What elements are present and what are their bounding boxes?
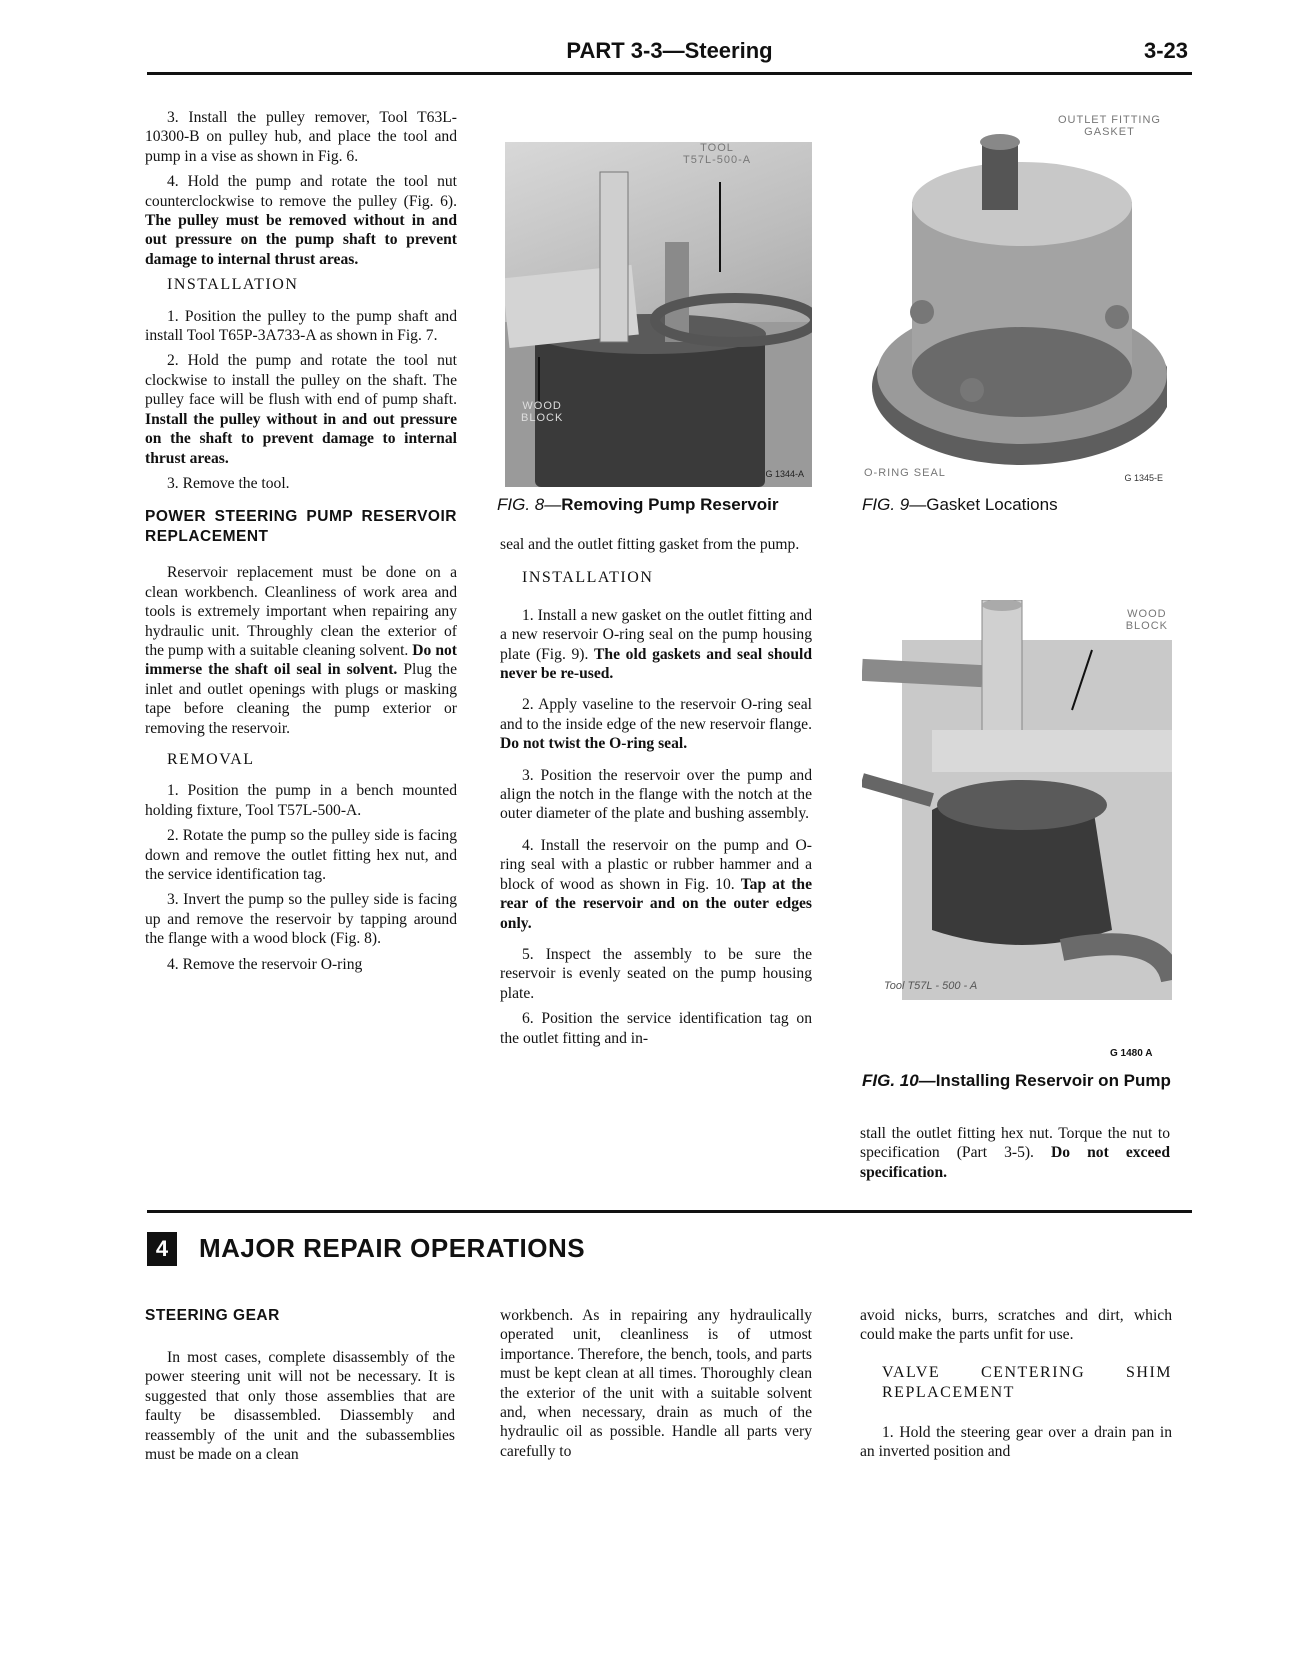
section-number-badge: 4 [147, 1232, 177, 1266]
warning-text: Tap at the rear of the reservoir and on the outer edges only. [500, 875, 812, 932]
caption-text: Gasket Locations [926, 495, 1058, 514]
label-tool: Tool T57L - 500 - A [884, 980, 978, 992]
paragraph: 3. Invert the pump so the pulley side is facing up and remove the reservoir by tapping around the flange with a wood block (Fig. 8). [145, 891, 457, 948]
paragraph: 3. Install the pulley remover, Tool T63L-10300-B on pulley hub, and place the tool and pump in a vise as shown in Fig. 6. [145, 109, 457, 165]
paragraph: 5. Inspect the assembly to be sure the reservoir is evenly seated on the pump housing plate. [500, 945, 812, 1002]
page-title: PART 3-3—Steering [566, 38, 773, 63]
label-outlet-fitting-gasket: OUTLET FITTING GASKET [1057, 114, 1161, 138]
figure-10-caption [862, 1070, 1172, 1091]
paragraph: avoid nicks, burrs, scratches and dirt, which could make the parts unfit for use. [860, 1307, 1172, 1344]
figure-9-photo [862, 112, 1167, 487]
text: Reservoir replacement must be done on a clean workbench. Cleanliness of work area and tools is extremely important when repairing any hydraulic unit. Throughly clean the exterior of the pump with a suitable cleaning solvent. [145, 564, 457, 659]
text: 4. Hold the pump and rotate the tool nut counterclockwise to remove the pulley (Fig. 6). [145, 173, 457, 210]
text: Plug the inlet and outlet openings with plugs or masking tape before cleaning the pump exterior or removing the reservoir. [145, 661, 458, 737]
warning-text: Do not exceed specification. [860, 1144, 1170, 1181]
figure-9-caption [862, 495, 1058, 515]
caption-text: Removing Pump Reservoir [561, 495, 779, 514]
paragraph: In most cases, complete disassembly of the power steering unit will not be necessary. It is suggested that only those assemblies that are faulty be disassembled. Diassembly and reassembly of the unit and the subassemblies must be made on a clean [145, 1349, 455, 1464]
figure-code: G 1345-E [1124, 473, 1163, 483]
figure-8-illustration [505, 142, 812, 487]
paragraph: 3. Remove the tool. [167, 474, 290, 492]
figure-code: G 1344-A [765, 469, 804, 479]
text: 1. Install a new gasket on the outlet fitting and a new reservoir O-ring seal on the pump housing plate (Fig. 9). [500, 606, 812, 663]
bottom-column-left [145, 1306, 455, 1470]
subheading-removal: REMOVAL [167, 750, 255, 768]
paragraph: 1. Position the pulley to the pump shaft and install Tool T65P-3A733-A as shown in Fig. 7. [145, 307, 457, 345]
warning-text: The old gaskets and seal should never be re-used. [500, 645, 812, 683]
label-oring-seal: O-RING SEAL [864, 467, 946, 479]
column-left [145, 108, 457, 980]
paragraph [860, 1124, 1170, 1182]
subheading-installation: INSTALLATION [522, 569, 654, 587]
paragraph [500, 695, 812, 753]
text: 4. Install the reservoir on the pump and O-ring seal with a plastic or rubber hammer and a block of wood as shown in Fig. 10. [500, 836, 812, 893]
warning-text: The pulley must be removed without in and out pressure on the pump shaft to prevent damage to internal thrust areas. [145, 212, 457, 268]
paragraph: 6. Position the service identification tag on the outlet fitting and in- [500, 1010, 812, 1047]
text: stall the outlet fitting hex nut. Torque the nut to specification (Part 3-5). [860, 1125, 1170, 1162]
caption-label: FIG. 8— [497, 495, 562, 514]
text: 2. Apply vaseline to the reservoir O-ring seal and to the inside edge of the new reservoir flange. [500, 696, 812, 733]
column-middle [500, 535, 812, 1054]
bottom-column-middle [500, 1306, 812, 1467]
paragraph [145, 563, 457, 738]
page-header [147, 36, 1192, 75]
paragraph: workbench. As in repairing any hydraulically operated unit, cleanliness is of utmost importance. Therefore, the bench, tools, and parts must be kept clean at all times. Thoroughly clean the exterior of the unit with a suitable solvent and, when necessary, drain as much of the hydraulic oil as possible. Handle all parts very carefully to [500, 1307, 812, 1460]
label-tool: TOOL T57L-500-A [683, 142, 752, 166]
bottom-column-right [860, 1306, 1172, 1468]
subheading-valve-centering: VALVE CENTERING SHIM REPLACEMENT [882, 1363, 1172, 1401]
warning-text: Install the pulley without in and out pressure on the shaft to prevent damage to internal thrust areas. [145, 410, 457, 467]
paragraph [145, 351, 457, 467]
label-wood-block: WOOD BLOCK [1125, 608, 1168, 632]
section-divider [147, 1210, 1192, 1213]
paragraph: 3. Position the reservoir over the pump and align the notch in the flange with the notch at the outer diameter of the plate and bushing assembly. [500, 766, 812, 823]
figure-8-photo [505, 142, 812, 487]
page-number: 3-23 [1143, 38, 1188, 63]
paragraph: 1. Hold the steering gear over a drain pan in an inverted position and [860, 1423, 1172, 1461]
paragraph [145, 172, 457, 269]
caption-label: FIG. 10— [862, 1071, 936, 1090]
figure-8-caption [497, 495, 779, 515]
column-right [860, 1124, 1170, 1188]
paragraph [500, 606, 812, 684]
section-heading: STEERING GEAR [145, 1307, 280, 1324]
text: 2. Hold the pump and rotate the tool nut clockwise to install the pulley on the shaft. The pulley face will be flush with end of pump shaft. [145, 352, 457, 409]
label-wood-block: WOOD BLOCK [521, 400, 564, 424]
warning-text: Do not immerse the shaft oil seal in solvent. [145, 641, 457, 679]
paragraph: 4. Remove the reservoir O-ring [167, 955, 363, 973]
subheading-installation: INSTALLATION [167, 276, 299, 294]
figure-9-illustration [862, 112, 1167, 487]
paragraph: seal and the outlet fitting gasket from the pump. [500, 536, 800, 553]
figure-10-photo [862, 600, 1172, 1010]
major-section-title: MAJOR REPAIR OPERATIONS [199, 1233, 586, 1263]
warning-text: Do not twist the O-ring seal. [500, 735, 688, 753]
paragraph: 2. Rotate the pump so the pulley side is facing down and remove the outlet fitting hex nut, and the service identification tag. [145, 827, 457, 883]
paragraph [500, 836, 812, 933]
caption-label: FIG. 9— [862, 495, 927, 514]
figure-10-illustration [862, 600, 1172, 1010]
caption-text: Installing Reservoir on Pump [935, 1071, 1171, 1090]
section-heading: POWER STEERING PUMP RESERVOIR REPLACEMENT [145, 508, 457, 546]
figure-code: G 1480 A [1110, 1048, 1153, 1059]
paragraph: 1. Position the pump in a bench mounted holding fixture, Tool T57L-500-A. [145, 782, 457, 819]
